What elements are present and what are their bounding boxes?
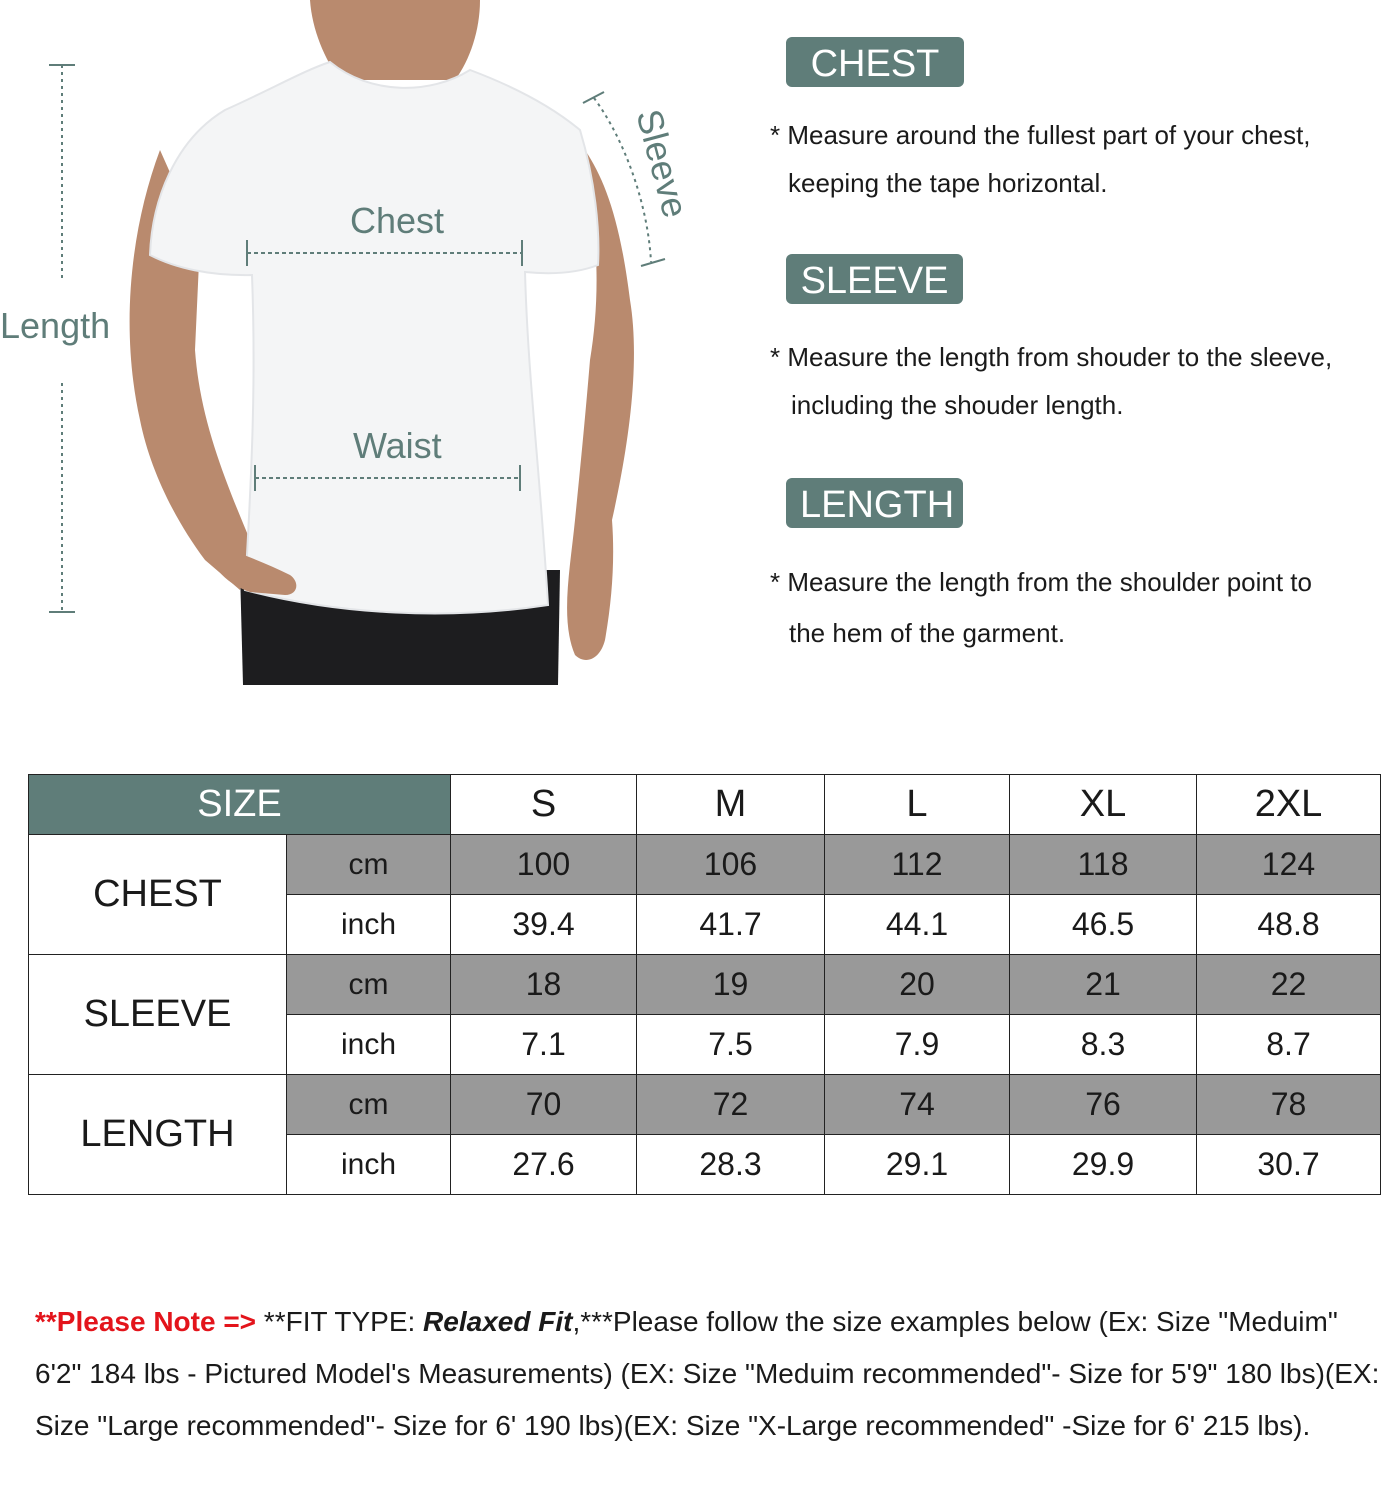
length-instruction-line1: * Measure the length from the shoulder point to: [770, 567, 1312, 597]
table-cell: 8.7: [1197, 1015, 1381, 1075]
unit-cell: inch: [287, 895, 451, 955]
table-cell: 39.4: [451, 895, 637, 955]
chest-label: Chest: [350, 200, 445, 241]
length-badge: LENGTH: [786, 478, 963, 528]
table-row: [29, 955, 1381, 1015]
model-illustration: [0, 0, 720, 690]
note-fit-label: **FIT TYPE:: [256, 1306, 424, 1337]
sleeve-label: Sleeve: [628, 105, 697, 222]
sleeve-instruction-line2: including the shouder length.: [791, 390, 1124, 420]
unit-cell: cm: [287, 835, 451, 895]
sleeve-row-label: SLEEVE: [29, 955, 287, 1075]
table-row: [29, 835, 1381, 895]
table-cell: 46.5: [1010, 895, 1197, 955]
size-chart-table: [28, 774, 1381, 1195]
size-m: M: [637, 775, 825, 835]
table-cell: 22: [1197, 955, 1381, 1015]
table-cell: 118: [1010, 835, 1197, 895]
sleeve-badge: SLEEVE: [786, 254, 963, 304]
table-cell: 72: [637, 1075, 825, 1135]
table-row: [29, 1075, 1381, 1135]
size-header-cell: SIZE: [29, 775, 451, 835]
table-cell: 20: [825, 955, 1010, 1015]
size-l: L: [825, 775, 1010, 835]
note-body: ,***Please follow the size examples below (Ex: Size "Meduim" 6'2" 184 lbs - Pictured Model's Measurements) (EX: Size "Meduim recommended"- Size for 5'9" 180 lbs)(EX: Size "Large recommended"- Size for 6' 190 lbs)(EX: Size "X-Large recommended" -Size for 6' 215 lbs).: [35, 1306, 1380, 1441]
size-s: S: [451, 775, 637, 835]
unit-cell: inch: [287, 1135, 451, 1195]
table-cell: 29.1: [825, 1135, 1010, 1195]
table-cell: 19: [637, 955, 825, 1015]
table-cell: 44.1: [825, 895, 1010, 955]
unit-cell: cm: [287, 1075, 451, 1135]
table-cell: 41.7: [637, 895, 825, 955]
note-fit-value: Relaxed Fit: [423, 1306, 573, 1337]
table-cell: 100: [451, 835, 637, 895]
table-cell: 29.9: [1010, 1135, 1197, 1195]
length-label: Length: [0, 305, 111, 346]
table-cell: 106: [637, 835, 825, 895]
note-prefix: **Please Note =>: [35, 1306, 257, 1337]
table-cell: 78: [1197, 1075, 1381, 1135]
table-cell: 18: [451, 955, 637, 1015]
table-cell: 7.5: [637, 1015, 825, 1075]
table-cell: 8.3: [1010, 1015, 1197, 1075]
table-cell: 21: [1010, 955, 1197, 1015]
table-cell: 7.1: [451, 1015, 637, 1075]
size-header-row: [29, 775, 1381, 835]
table-cell: 48.8: [1197, 895, 1381, 955]
size-2xl: 2XL: [1197, 775, 1381, 835]
table-cell: 30.7: [1197, 1135, 1381, 1195]
unit-cell: cm: [287, 955, 451, 1015]
size-xl: XL: [1010, 775, 1197, 835]
table-cell: 124: [1197, 835, 1381, 895]
table-cell: 112: [825, 835, 1010, 895]
chest-instruction-line2: keeping the tape horizontal.: [788, 168, 1108, 198]
table-cell: 7.9: [825, 1015, 1010, 1075]
waist-label: Waist: [353, 425, 442, 466]
chest-row-label: CHEST: [29, 835, 287, 955]
table-cell: 74: [825, 1075, 1010, 1135]
length-row-label: LENGTH: [29, 1075, 287, 1195]
fit-note: [35, 1296, 1380, 1452]
table-cell: 70: [451, 1075, 637, 1135]
table-cell: 76: [1010, 1075, 1197, 1135]
table-cell: 28.3: [637, 1135, 825, 1195]
chest-badge: CHEST: [786, 37, 964, 87]
length-instruction-line2: the hem of the garment.: [789, 618, 1066, 648]
chest-instruction-line1: * Measure around the fullest part of your chest,: [770, 120, 1311, 150]
unit-cell: inch: [287, 1015, 451, 1075]
sleeve-instruction-line1: * Measure the length from shouder to the sleeve,: [770, 342, 1333, 372]
table-cell: 27.6: [451, 1135, 637, 1195]
